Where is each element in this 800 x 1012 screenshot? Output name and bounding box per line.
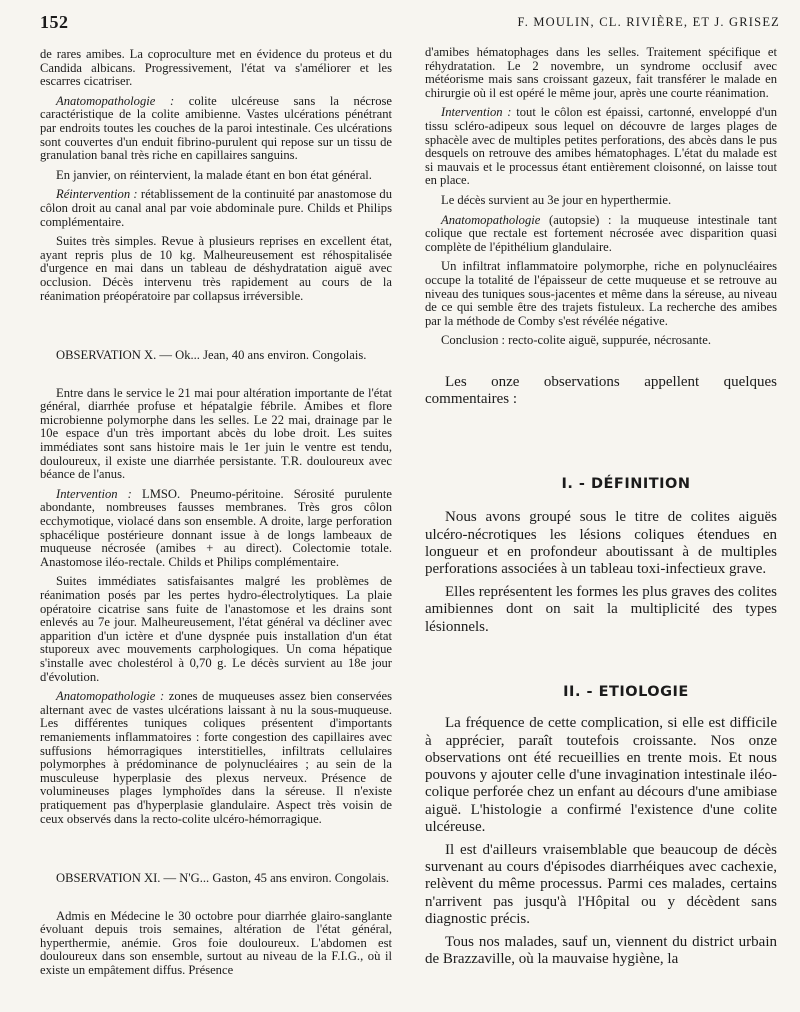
paragraph: de rares amibes. La coproculture met en évidence du proteus et du Candida albicans. Progressivement, l'état va s'améliorer et les escarres cicatriser. <box>40 47 392 89</box>
paragraph-text: rétablissement de la continuité par anastomose du côlon droit au canal anal par voie abdominale pure. Childs et Philips complémentaire. <box>40 187 392 229</box>
paragraph-label: Anatomopathologie : <box>56 689 165 704</box>
paragraph: Tous nos malades, sauf un, viennent du district urbain de Brazzaville, où la mauvaise hygiène, la <box>425 933 777 968</box>
paragraph-label: Intervention : <box>56 486 132 501</box>
paragraph <box>40 188 392 229</box>
paragraph-text: (autopsie) : la muqueuse intestinale tant colique que rectale est fortement nécrosée avec disparition quasi complète de l'épithélium glandulaire. <box>425 212 777 254</box>
paragraph: En janvier, on réintervient, la malade étant en bon état général. <box>56 167 372 182</box>
paragraph <box>425 214 777 255</box>
paragraph-label: Intervention : <box>441 105 512 120</box>
spacer <box>425 491 777 509</box>
paragraph: d'amibes hématophages dans les selles. Traitement spécifique et réhydratation. Le 2 novembre, un syndrome occlusif avec météorisme mais sans croissant gazeux, fait transférer le malade en chirurgie où il est opéré le même jour, après une courte réanimation. <box>425 45 777 100</box>
left-column <box>40 48 392 984</box>
spacer <box>425 699 777 715</box>
page-number: 152 <box>40 12 69 32</box>
section-heading-definition: I. - DÉFINITION <box>561 475 691 492</box>
paragraph-label: Anatomopathologie : <box>56 93 175 108</box>
paragraph: Entre dans le service le 21 mai pour altération importante de l'état général, diarrhée profuse et hépatalgie fébrile. Amibes et flore microbienne polymorphe dans les selles. Le 22 mai, drainage par le 10e espace d'un très important abcès du lobe droit. Les suites immédiates sont sans histoire mais le 1er juin le ventre est tendu, douloureux, il existe une diarrhée persistante. T.R. douloureux avec béance de l'anus. <box>40 385 392 482</box>
paragraph <box>40 95 392 163</box>
paragraph-label: Réintervention : <box>56 187 138 202</box>
intro-paragraph: Les onze observations appellent quelques commentaires : <box>425 373 777 407</box>
spacer <box>40 369 392 387</box>
paragraph: Il est d'ailleurs vraisemblable que beaucoup de décès survenant au cours d'épisodes diarrhéiques avec cachexie, relèvent du même processus. Parmi ces malades, certains n'arrivent pas jusqu'à l'Hôpital ou y décèdent sans diagnostic précis. <box>425 841 777 927</box>
observation-11-title: OBSERVATION XI. — N'G... Gaston, 45 ans environ. Congolais. <box>56 871 390 886</box>
paragraph <box>40 488 392 570</box>
paragraph-text: colite ulcéreuse sans la nécrose caractéristique de la colite amibienne. Vastes ulcérations pénétrant par endroits toutes les couches de la paroi intestinale. Ces ulcérations sont couvertes d'un enduit fibrino-purulent qui repose sur un tissu de granulation banal très riche en capillaires sanguins. <box>40 93 392 163</box>
right-column <box>425 46 777 974</box>
paragraph-text: zones de muqueuses assez bien conservées alternant avec de vastes ulcérations laissant à nu la sous-muqueuse. Les différentes tuniques coliques présentent d'importants remaniements inflammatoires : forte congestion des capillaires avec suffusions hémorragiques interstitielles, infiltrats cellulaires polymorphes à prédominance de polynucléaires ; au sein de la musculeuse hyperplasie des plexus nerveux. Présence de volumineuses plages lymphoïdes dans la séreuse. Il n'existe pratiquement pas d'hyperplasie glandulaire. Aspect très voisin de ceux observés dans la recto-colite ulcéro-hémorragique. <box>40 689 392 826</box>
paragraph-text: LMSO. Pneumo-péritoine. Sérosité purulente abondante, nombreuses fausses membranes. Très gros côlon ecchymotique, violacé dans son ensemble. A droite, large perforation sphacélique postérieure donnant issue à de longs lambeaux de muqueuse nécrosée (amibes + au direct). Colectomie totale. Anastomose iléo-rectale. Childs et Philips complémentaire. <box>40 486 393 569</box>
paragraph: Suites immédiates satisfaisantes malgré les problèmes de réanimation posés par les pertes hydro-électrolytiques. La plaie opératoire cicatrise sans fuite de l'anastomose et les drains sont enlevés au 7e jour. Malheureusement, l'état général va décliner avec apparition d'un ictère et d'une dyspnée puis installation d'un état stuporeux avec mouvements carphologiques. Un coma hépatique s'installe avec cholestérol à 0,70 g. Le décès survient au 18e jour d'évolution. <box>40 574 392 684</box>
paragraph: Un infiltrat inflammatoire polymorphe, riche en polynucléaires occupe la totalité de l'épaisseur de cette muqueuse et se retrouve au niveau des tuniques sous-jacentes et même dans la séreuse, au niveau de ce qui semble être des trajets fistuleux. La recherche des amibes par la méthode de Comby s'est révélée négative. <box>425 259 777 328</box>
paragraph-text: tout le côlon est épaissi, cartonné, enveloppé d'un tissu scléro-adipeux sous lequel on découvre de larges plages de sphacèle avec de multiples petites perforations, des abcès dans le pus desquels on retrouve des amibes hématophages. L'état du malade est si mauvais et le processus étant entièrement cloisonné, on laisse tout en place. <box>425 105 777 188</box>
paragraph: La fréquence de cette complication, si elle est difficile à apprécier, paraît toutefois croissante. Nos onze observations ont été recueillies en trente mois. Et nous pouvons y ajouter celle d'une invagination intestinale iléo-colique perforée chez un enfant au décours d'une amibiase aiguë. L'histologie a confirmé l'existence d'une colite ulcéreuse. <box>425 715 777 835</box>
spacer <box>425 414 777 478</box>
paragraph: Nous avons groupé sous le titre de colites aiguës ulcéro-nécrotiques les lésions coliques étendues en longueur et en profondeur aboutissant à de multiples perforations associées à un tableau toxi-infectieux grave. <box>425 509 777 578</box>
section-heading-etiologie: II. - ETIOLOGIE <box>563 683 689 700</box>
conclusion: Conclusion : recto-colite aiguë, suppurée, nécrosante. <box>441 333 711 348</box>
paragraph: Le décès survient au 3e jour en hyperthermie. <box>441 192 672 207</box>
paragraph <box>425 106 777 188</box>
paragraph: Suites très simples. Revue à plusieurs reprises en excellent état, ayant repris plus de 10 kg. Malheureusement est réhospitalisée d'urgence en mai dans un tableau de déshydratation aiguë avec occlusion. Décès intervenu très rapidement au cours de la réanimation préopératoire par collapsus irréversible. <box>40 234 392 303</box>
spacer <box>40 892 392 910</box>
paragraph: Elles représentent les formes les plus graves des colites amibiennes dont on sait la multiplicité des types lésionnels. <box>425 584 777 635</box>
paragraph-label: Anatomopathologie <box>441 212 541 227</box>
spacer <box>40 309 392 349</box>
observation-10-title: OBSERVATION X. — Ok... Jean, 40 ans environ. Congolais. <box>56 348 367 363</box>
spacer <box>425 642 777 686</box>
paragraph <box>40 690 392 826</box>
paragraph: Admis en Médecine le 30 octobre pour diarrhée glairo-sanglante évoluant depuis trois semaines, altération de l'état général, hyperthermie, anémie. Gros foie douloureux. L'abdomen est douloureux dans son ensemble, surtout au niveau de la F.I.G., où il existe un empâtement diffus. Présence <box>40 908 392 978</box>
page-header <box>40 12 780 34</box>
spacer <box>40 832 392 872</box>
spacer <box>425 354 777 374</box>
running-head: F. MOULIN, CL. RIVIÈRE, ET J. GRISEZ <box>517 15 780 29</box>
